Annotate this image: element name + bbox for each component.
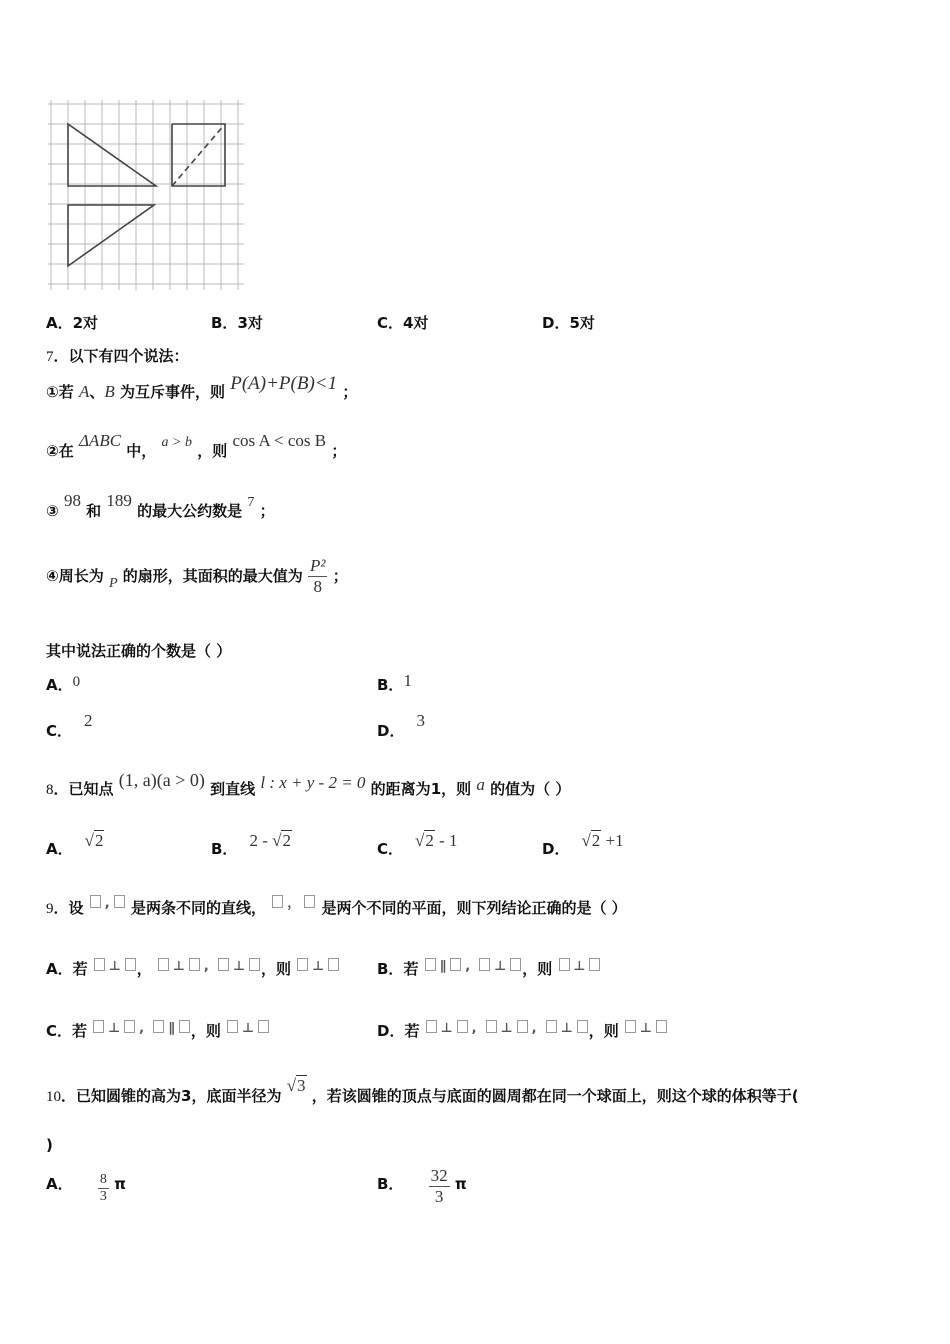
q9-option-a[interactable]: A．若 ⊥ ， ⊥ , ⊥ ，则 ⊥ [46, 958, 340, 979]
q8-option-d[interactable]: D． √2 +1 [542, 831, 624, 858]
q7-statement-2: ②在 ΔABC 中， a > b ，则 cos A < cos B ； [46, 431, 347, 460]
q8-option-b[interactable]: B． 2 - √2 [211, 831, 291, 858]
q7-statement-4: ④周长为 P 的扇形，其面积的最大值为 $\frac{\text{P²}}{8}$ ； [46, 556, 348, 596]
grid-figure [48, 100, 244, 290]
symbol-placeholder-icon [304, 895, 315, 908]
q10-option-a[interactable]: A． $\frac{8}{3}$ π [46, 1172, 126, 1204]
triangle-top [68, 124, 156, 186]
q7-question: 其中说法正确的个数是（ ） [46, 642, 232, 660]
symbol-placeholder-icon [90, 895, 101, 908]
q8-stem: 8．已知点 (1, a)(a > 0) 到直线 l : x + y - 2 = 0 的距离为1，则 a 的值为（ ） [46, 770, 571, 798]
q9-option-c[interactable]: C．若 ⊥ , ∥ ，则 ⊥ [46, 1020, 270, 1041]
q8-option-c[interactable]: C． √2 - 1 [377, 831, 458, 858]
q7-statement-3: ③ 98 和 189 的最大公约数是 7 ； [46, 491, 275, 520]
square-diagonal [172, 124, 225, 186]
q9-option-d[interactable]: D．若 ⊥ , ⊥ , ⊥ ，则 ⊥ [377, 1020, 668, 1041]
q6-option-b[interactable]: B．3对 [211, 314, 263, 332]
q7-option-d[interactable]: D．3 [377, 711, 425, 740]
q10-option-b[interactable]: B． $\frac{32}{3}$ π [377, 1166, 467, 1206]
q7-option-b[interactable]: B．1 [377, 671, 412, 694]
q7-option-a[interactable]: A．0 [46, 674, 81, 694]
q7-statement-1: ①若 A、B 为互斥事件，则 P(A)+P(B)<1 ； [46, 373, 358, 401]
q7-option-c[interactable]: C．2 [46, 711, 93, 740]
q10-stem-close: ) [46, 1136, 53, 1154]
q6-option-d[interactable]: D．5对 [542, 314, 595, 332]
q6-option-c[interactable]: C．4对 [377, 314, 429, 332]
q8-option-a[interactable]: A． √2 [46, 831, 104, 858]
triangle-bottom [68, 205, 154, 266]
q9-option-b[interactable]: B．若 ∥ , ⊥ ，则 ⊥ [377, 958, 601, 979]
q6-option-a[interactable]: A．2对 [46, 314, 99, 332]
q10-stem: 10．已知圆锥的高为3，底面半径为 √3 ，若该圆锥的顶点与底面的圆周都在同一个球面上，则这个球的体积等于( [46, 1076, 799, 1105]
q9-stem: 9．设 , 是两条不同的直线， ， 是两个不同的平面，则下列结论正确的是（ ） [46, 896, 627, 917]
q7-fraction: $\frac{\text{P²}}{8}$ [310, 556, 326, 596]
symbol-placeholder-icon [272, 895, 283, 908]
symbol-placeholder-icon [114, 895, 125, 908]
q7-stem: 7．以下有四个说法： [46, 347, 189, 365]
